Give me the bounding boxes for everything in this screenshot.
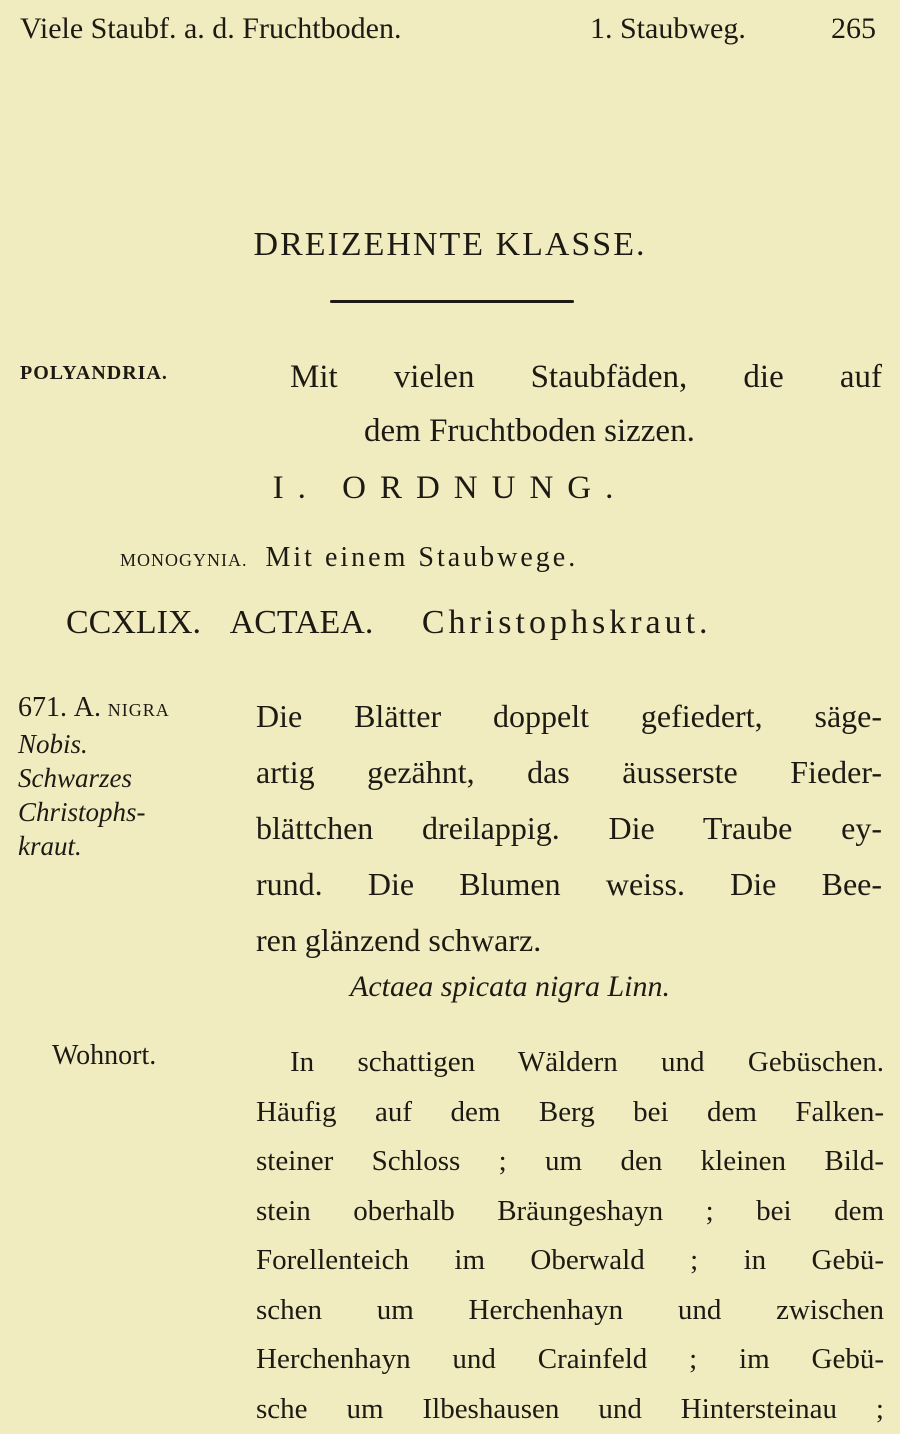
description-line: rund. Die Blumen weiss. Die Bee- bbox=[256, 866, 882, 902]
species-common-line: Schwarzes bbox=[18, 763, 132, 793]
species-synonym: Actaea spicata nigra Linn. bbox=[350, 970, 670, 1003]
description-line: artig gezähnt, das äusserste Fieder- bbox=[256, 754, 882, 790]
habitat-line: In schattigen Wäldern und Gebüschen. bbox=[290, 1046, 884, 1078]
habitat-line: Häufig auf dem Berg bei dem Falken- bbox=[256, 1095, 884, 1128]
habitat-line: schen um Herchenhayn und zwischen bbox=[256, 1293, 884, 1326]
habitat-label: Wohnort. bbox=[52, 1040, 157, 1071]
species-common-line: Christophs- bbox=[18, 797, 146, 827]
genus-name: ACTAEA. bbox=[229, 604, 374, 641]
species-description bbox=[256, 688, 882, 968]
monogynia-label: MONOGYNIA. bbox=[120, 550, 248, 570]
page-number: 265 bbox=[831, 12, 876, 45]
species-author: Nobis. bbox=[18, 729, 88, 759]
habitat-line: sche um Ilbeshausen und Hintersteinau ; bbox=[256, 1392, 884, 1425]
habitat-line: steiner Schloss ; um den kleinen Bild- bbox=[256, 1145, 884, 1177]
running-head bbox=[20, 12, 876, 52]
running-head-left: Viele Staubf. a. d. Fruchtboden. bbox=[20, 12, 402, 45]
species-genus-abbr: A. bbox=[73, 692, 101, 723]
description-line: blättchen dreilappig. Die Traube ey- bbox=[256, 810, 882, 846]
habitat-line: Herchenhayn und Crainfeld ; im Gebü- bbox=[256, 1343, 884, 1375]
monogynia-description: Mit einem Staubwege. bbox=[265, 542, 579, 573]
monogynia-heading bbox=[120, 542, 578, 574]
title-rule bbox=[330, 300, 574, 303]
species-epithet: NIGRA bbox=[107, 700, 170, 720]
habitat-line: stein oberhalb Bräungeshayn ; bei dem bbox=[256, 1194, 884, 1227]
polyandria-description bbox=[290, 350, 882, 458]
habitat-line: Forellenteich im Oberwald ; in Gebü- bbox=[256, 1244, 884, 1276]
habitat-text bbox=[256, 1038, 884, 1434]
polyandria-label: POLYANDRIA. bbox=[20, 362, 168, 384]
polyandria-line-2: dem Fruchtboden sizzen. bbox=[364, 413, 695, 449]
genus-common-name: Christophskraut. bbox=[421, 604, 712, 641]
species-margin-entry bbox=[18, 690, 228, 863]
species-number: 671. bbox=[18, 692, 67, 723]
running-head-center: 1. Staubweg. bbox=[590, 12, 746, 45]
description-line: ren glänzend schwarz. bbox=[256, 922, 542, 958]
genus-number: CCXLIX. bbox=[66, 604, 202, 641]
polyandria-line-1: Mit vielen Staubfäden, die auf bbox=[290, 359, 882, 395]
genus-heading bbox=[66, 604, 712, 642]
species-common-line: kraut. bbox=[18, 831, 82, 861]
order-heading: I. ORDNUNG. bbox=[272, 470, 628, 506]
description-line: Die Blätter doppelt gefiedert, säge- bbox=[256, 698, 882, 734]
class-title: DREIZEHNTE KLASSE. bbox=[253, 226, 647, 263]
